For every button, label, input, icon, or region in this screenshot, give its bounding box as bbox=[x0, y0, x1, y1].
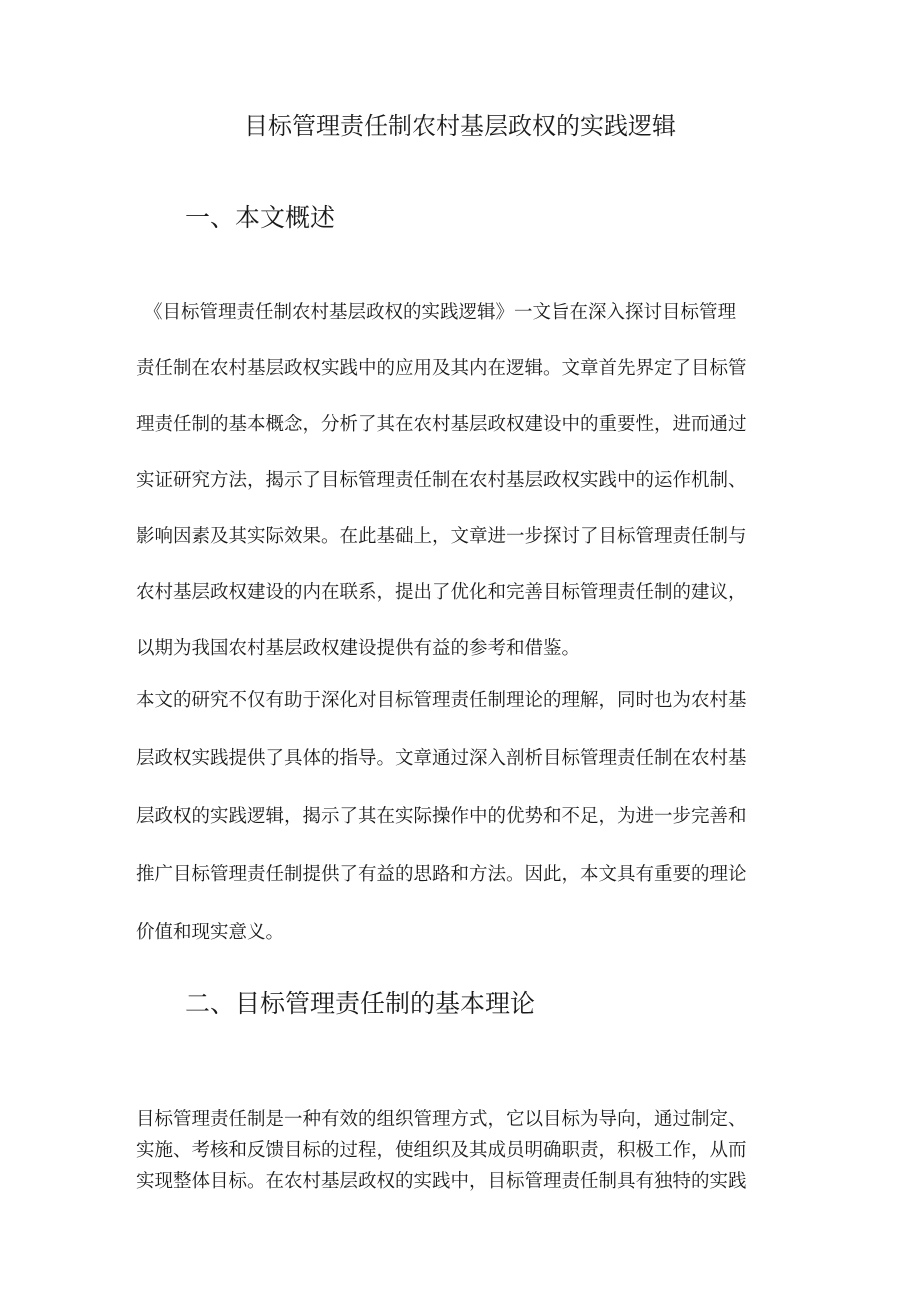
document-title: 目标管理责任制农村基层政权的实践逻辑 bbox=[244, 112, 676, 140]
paragraph-line: 《目标管理责任制农村基层政权的实践逻辑》一文旨在深入探讨目标管理 bbox=[144, 302, 737, 323]
paragraph-line: 实证研究方法，揭示了目标管理责任制在农村基层政权实践中的运作机制、 bbox=[136, 470, 747, 491]
section-heading-overview: 一、本文概述 bbox=[185, 203, 336, 232]
paragraph-line: 层政权的实践逻辑，揭示了其在实际操作中的优势和不足，为进一步完善和 bbox=[136, 806, 747, 827]
paragraph-line: 农村基层政权建设的内在联系，提出了优化和完善目标管理责任制的建议， bbox=[136, 582, 747, 603]
paragraph-line: 影响因素及其实际效果。在此基础上，文章进一步探讨了目标管理责任制与 bbox=[136, 526, 747, 547]
paragraph-overview-1 bbox=[136, 285, 796, 677]
paragraph-line: 推广目标管理责任制提供了有益的思路和方法。因此，本文具有重要的理论 bbox=[136, 864, 747, 885]
paragraph-line: 理责任制的基本概念，分析了其在农村基层政权建设中的重要性，进而通过 bbox=[136, 414, 747, 435]
paragraph-overview-2 bbox=[136, 672, 796, 962]
paragraph-line: 本文的研究不仅有助于深化对目标管理责任制理论的理解，同时也为农村基 bbox=[136, 690, 747, 711]
paragraph-line: 实现整体目标。在农村基层政权的实践中，目标管理责任制具有独特的实践 bbox=[136, 1171, 747, 1192]
paragraph-line: 价值和现实意义。 bbox=[136, 922, 285, 943]
paragraph-line: 目标管理责任制是一种有效的组织管理方式，它以目标为导向，通过制定、 bbox=[136, 1109, 747, 1130]
paragraph-line: 以期为我国农村基层政权建设提供有益的参考和借鉴。 bbox=[136, 638, 581, 659]
paragraph-line: 责任制在农村基层政权实践中的应用及其内在逻辑。文章首先界定了目标管 bbox=[136, 358, 747, 379]
paragraph-theory-1 bbox=[136, 1104, 796, 1197]
paragraph-line: 层政权实践提供了具体的指导。文章通过深入剖析目标管理责任制在农村基 bbox=[136, 748, 747, 769]
section-heading-theory: 二、目标管理责任制的基本理论 bbox=[185, 989, 536, 1018]
paragraph-line: 实施、考核和反馈目标的过程，使组织及其成员明确职责，积极工作，从而 bbox=[136, 1140, 747, 1161]
